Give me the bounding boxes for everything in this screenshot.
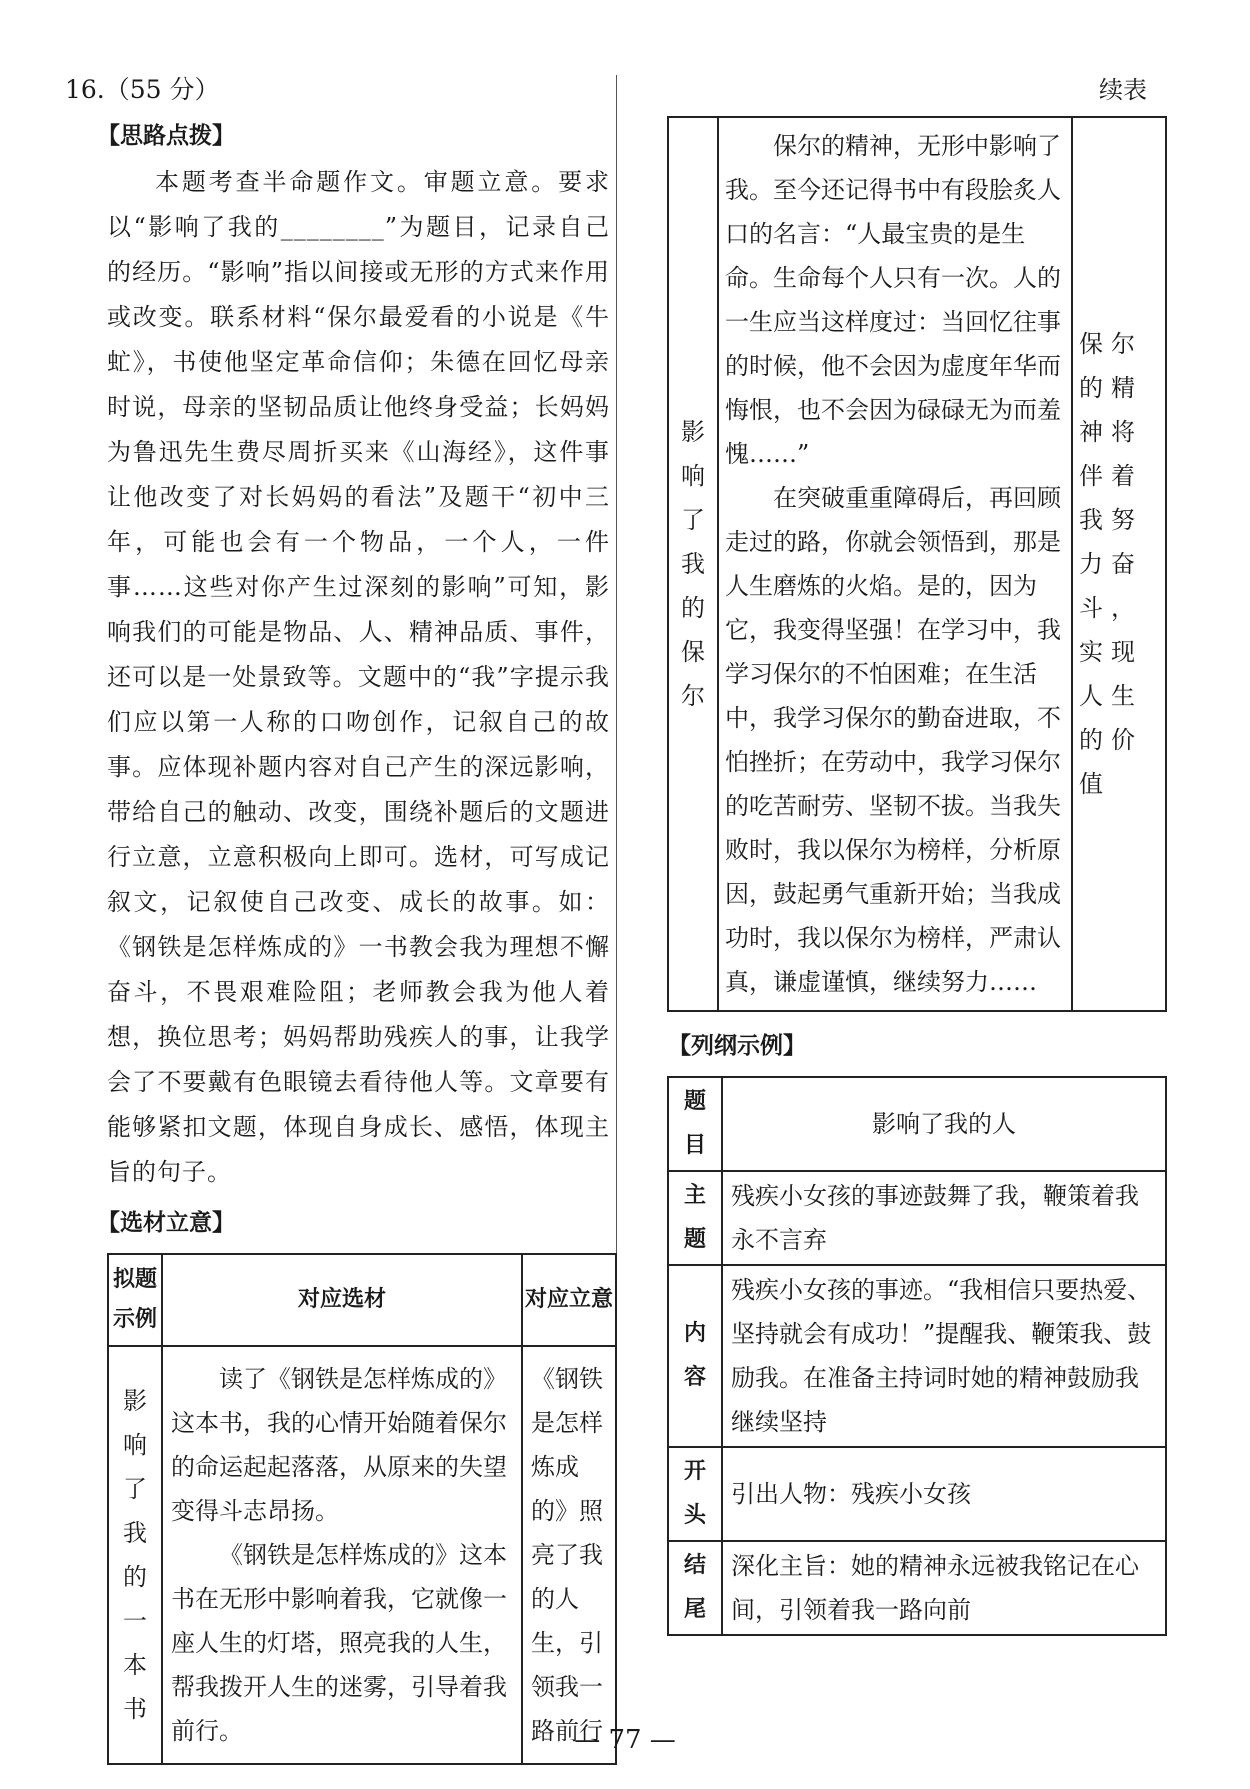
header-material: 对应选材 [162, 1254, 522, 1346]
outline-label: 主题 [668, 1171, 722, 1265]
material-table [107, 1253, 617, 1765]
outline-value: 引出人物：残疾小女孩 [722, 1447, 1166, 1541]
analysis-text: 本题考查半命题作文。审题立意。要求以“影响了我的________”为题目，记录自己的经历。“影响”指以间接或无形的方式来作用或改变。联系材料“保尔最爱看的小说是《牛虻》，书使他坚定革命信仰；朱德在回忆母亲时说，母亲的坚韧品质让他终身受益；长妈妈为鲁迅先生费尽周折买来《山海经》，这件事让他改变了对长妈妈的看法”及题干“初中三年，可能也会有一个物品，一个人，一件事……这些对你产生过深刻的影响”可知，影响我们的可能是物品、人、精神品质、事件，还可以是一处景致等。文题中的“我”字提示我们应以第一人称的口吻创作，记叙自己的故事。应体现补题内容对自己产生的深远影响，带给自己的触动、改变，围绕补题后的文题进行立意，立意积极向上即可。选材，可写成记叙文，记叙使自己改变、成长的故事。如：《钢铁是怎样炼成的》一书教会我为理想不懈奋斗，不畏艰难险阻；老师教会我为他人着想，换位思考；妈妈帮助残疾人的事，让我学会了不要戴有色眼镜去看待他人等。文章要有能够紧扣文题，体现自身成长、感悟，体现主旨的句子。 [107, 168, 610, 1186]
row-content-p1: 读了《钢铁是怎样炼成的》这本书，我的心情开始随着保尔的命运起起落落，从原来的失望变得斗志昂扬。 [171, 1365, 507, 1525]
continued-table [667, 116, 1167, 1012]
continued-content-p1: 保尔的精神，无形中影响了我。至今还记得书中有段脍炙人口的名言：“人最宝贵的是生命。生命每个人只有一次。人的一生应当这样度过：当回忆往事的时候，他不会因为虚度年华而悔恨，也不会因为碌碌无为而羞愧……” [725, 132, 1061, 468]
outline-row-theme [668, 1171, 1166, 1265]
continued-row-intent: 保尔的精神将伴着我努力奋斗，实现人生的价值 [1072, 117, 1166, 1011]
row-content [162, 1346, 522, 1764]
material-table-row [108, 1346, 616, 1764]
continued-row-title: 影响了我的保尔 [668, 117, 718, 1011]
left-column [65, 70, 613, 1765]
page-number: — 77 — [574, 1725, 676, 1755]
right-column [662, 70, 1167, 1636]
continued-row-content [718, 117, 1072, 1011]
header-intent: 对应立意 [522, 1254, 616, 1346]
continued-content-p2: 在突破重重障碍后，再回顾走过的路，你就会领悟到，那是人生磨炼的火焰。是的，因为它，我变得坚强！在学习中，我学习保尔的不怕困难；在生活中，我学习保尔的勤奋进取，不怕挫折；在劳动中，我学习保尔的吃苦耐劳、坚韧不拔。当我失败时，我以保尔为榜样，分析原因，鼓起勇气重新开始；当我成功时，我以保尔为榜样，严肃认真，谦虚谨慎，继续努力…… [725, 484, 1061, 996]
outline-heading: 【列纲示例】 [668, 1033, 806, 1059]
analysis-heading: 【思路点拨】 [97, 123, 235, 149]
outline-row-ending [668, 1541, 1166, 1635]
outline-label: 结尾 [668, 1541, 722, 1635]
outline-value: 深化主旨：她的精神永远被我铭记在心间，引领着我一路向前 [722, 1541, 1166, 1635]
outline-row-content [668, 1265, 1166, 1447]
question-number: 16.（55 分） [65, 75, 220, 104]
row-title: 影响了我的一本书 [108, 1346, 162, 1764]
material-heading: 【选材立意】 [97, 1210, 235, 1236]
row-content-p2: 《钢铁是怎样炼成的》这本书在无形中影响着我，它就像一座人生的灯塔，照亮我的人生，帮我拨开人生的迷雾，引导着我前行。 [171, 1541, 507, 1745]
outline-label: 开头 [668, 1447, 722, 1541]
outline-row-title [668, 1077, 1166, 1171]
outline-table [667, 1076, 1167, 1636]
outline-value: 影响了我的人 [722, 1077, 1166, 1171]
continued-table-row [668, 117, 1166, 1011]
continued-label: 续表 [1099, 76, 1147, 104]
outline-label: 题目 [668, 1077, 722, 1171]
row-intent: 《钢铁是怎样炼成的》照亮了我的人生，引领我一路前行 [522, 1346, 616, 1764]
outline-label: 内容 [668, 1265, 722, 1447]
outline-row-opening [668, 1447, 1166, 1541]
header-title-example: 拟题示例 [108, 1254, 162, 1346]
material-table-header-row [108, 1254, 616, 1346]
outline-value: 残疾小女孩的事迹。“我相信只要热爱、坚持就会有成功！”提醒我、鞭策我、鼓励我。在准备主持词时她的精神鼓励我继续坚持 [722, 1265, 1166, 1447]
outline-value: 残疾小女孩的事迹鼓舞了我，鞭策着我永不言弃 [722, 1171, 1166, 1265]
